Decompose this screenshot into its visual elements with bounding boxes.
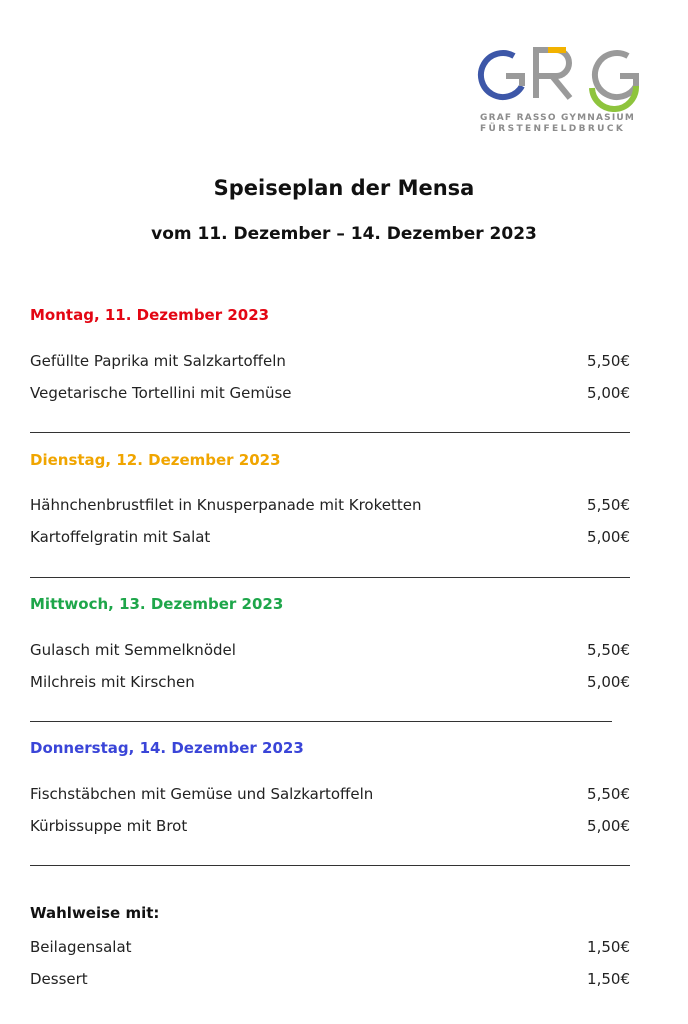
menu-item-price: 5,50€ [587,641,630,659]
option-item-price: 1,50€ [587,938,630,956]
page-subtitle: vom 11. Dezember – 14. Dezember 2023 [151,224,537,244]
menu-item-name: Fischstäbchen mit Gemüse und Salzkartoffeln [30,785,374,803]
menu-item-price: 5,00€ [587,528,630,546]
option-item-name: Beilagensalat [30,938,132,956]
logo-r-leg [552,76,570,98]
menu-item-price: 5,50€ [587,352,630,370]
menu-item [30,528,630,546]
divider [30,577,630,578]
menu-item-name: Kartoffelgratin mit Salat [30,528,211,546]
option-item-price: 1,50€ [587,970,630,988]
option-item-name: Dessert [30,970,88,988]
menu-item [30,673,630,691]
menu-item-price: 5,50€ [587,496,630,514]
divider [30,721,612,722]
menu-item-price: 5,50€ [587,785,630,803]
menu-item-price: 5,00€ [587,673,630,691]
menu-item [30,496,630,514]
menu-item [30,785,630,803]
grg-logo-icon [474,42,644,112]
logo-school-city: FÜRSTENFELDBRUCK [480,124,626,134]
menu-item-price: 5,00€ [587,384,630,402]
page-title: Speiseplan der Mensa [213,176,475,200]
divider [30,432,630,433]
option-item [30,970,630,988]
menu-item [30,641,630,659]
menu-item-price: 5,00€ [587,817,630,835]
menu-item-name: Gulasch mit Semmelknödel [30,641,236,659]
menu-item [30,352,630,370]
menu-item-name: Vegetarische Tortellini mit Gemüse [30,384,292,402]
menu-item-name: Kürbissuppe mit Brot [30,817,188,835]
options-heading: Wahlweise mit: [30,904,160,922]
school-logo [474,42,644,142]
logo-school-name: GRAF RASSO GYMNASIUM [480,113,636,123]
day-heading-thursday: Donnerstag, 14. Dezember 2023 [30,739,304,757]
menu-item [30,384,630,402]
menu-item-name: Gefüllte Paprika mit Salzkartoffeln [30,352,286,370]
option-item [30,938,630,956]
day-heading-monday: Montag, 11. Dezember 2023 [30,306,270,324]
menu-item-name: Milchreis mit Kirschen [30,673,195,691]
menu-item [30,817,630,835]
menu-item-name: Hähnchenbrustfilet in Knusperpanade mit Kroketten [30,496,422,514]
logo-g2-bar [620,76,636,86]
logo-g1-bar [506,76,522,86]
day-heading-tuesday: Dienstag, 12. Dezember 2023 [30,451,281,469]
divider [30,865,630,866]
day-heading-wednesday: Mittwoch, 13. Dezember 2023 [30,595,284,613]
